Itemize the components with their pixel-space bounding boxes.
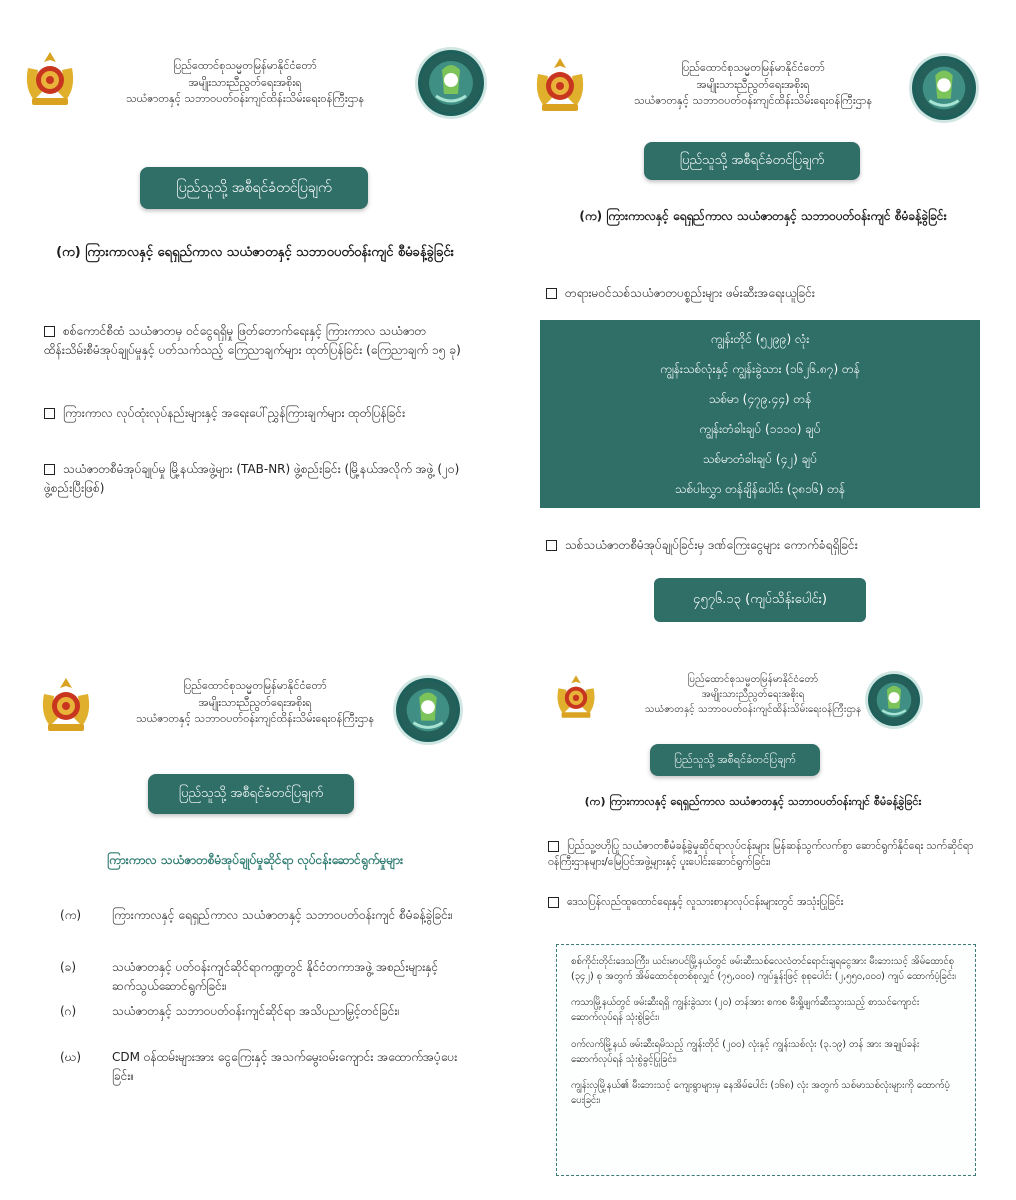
- header-line-3: သယံဇာတနှင့် သဘာဝပတ်ဝန်းကျင်ထိန်းသိမ်းရေးဝန်ကြီးဌာန: [135, 712, 375, 725]
- relief-item: ဝက်လက်မြို့နယ် ဖမ်းဆီးရမိသည့် ကျွန်းတိုင် (၂၀၀) လုံးနှင့် ကျွန်းသစ်လုံး (၃.၁၉) တန် အား အချုပ်ခန်း ဆောက်လုပ်ရန် သုံးစွဲခွင့်ပြုခြင်း၊: [571, 1038, 920, 1065]
- checkbox-icon: [546, 288, 557, 299]
- stat-line: ကျွန်းတိုင် (၅၂၉၉) လုံး: [710, 332, 810, 346]
- ministry-header: [618, 672, 888, 717]
- header-line-3: သယံဇာတနှင့် သဘာဝပတ်ဝန်းကျင်ထိန်းသိမ်းရေးဝန်ကြီးဌာန: [125, 92, 365, 105]
- item-text: ကြားကာလနှင့် ရေရှည်ကာလ သယံဇာတနှင့် သဘာဝပတ်ဝန်းကျင် စီမံခန့်ခွဲခြင်း၊: [112, 908, 453, 922]
- header-line-1: ပြည်ထောင်စုသမ္မတမြန်မာနိုင်ငံတော်: [173, 59, 317, 72]
- state-emblem-icon: [20, 48, 80, 110]
- item-label: (ဂ): [60, 1004, 77, 1018]
- relief-item: စစ်ကိုင်းတိုင်းဒေသကြီး၊ ယင်းမာပင်မြို့နယ်တွင် ဖမ်းဆီးသစ်လေလံတင်ရောင်းချရငွေအား မီးဘေးသင့် အိမ်ထောင်စု (၃၄၂) စု အတွက် အိမ်ထောင်စုတစ်စုလျှင် (၇၅,၀၀၀) ကျပ်နှုန်းဖြင့် စုစုပေါင်း (၂,၅၅၀,၀၀၀) ကျပ် ထောက်ပံ့ခြင်း၊: [571, 956, 956, 982]
- header-line-1: ပြည်ထောင်စုသမ္မတမြန်မာနိုင်ငံတော်: [681, 61, 825, 74]
- bullet-item: [44, 404, 464, 423]
- stat-line: သစ်မာ (၄၇၉.၄၄) တန်: [708, 392, 812, 406]
- stat-line: သစ်ပါးလွှာ တန်ချိန်ပေါင်း (၃၈၁၆) တန်: [674, 482, 846, 496]
- ministry-header: [608, 60, 898, 110]
- relief-item: ကသာမြို့နယ်တွင် ဖမ်းဆီးရရှိ ကျွန်းခွဲသား (၂၀) တန်အား စကစ မီးရှို့ဖျက်ဆီးသွားသည့် စာသင်ကျောင်း ဆောက်လုပ်ရန် သုံးစွဲခြင်း၊: [571, 997, 920, 1024]
- state-emblem-icon: [36, 674, 96, 736]
- bullet-text: တရားမဝင်သစ်သယံဇာတပစ္စည်းများ ဖမ်းဆီးအရေးယူခြင်း: [565, 286, 815, 300]
- header-line-3: သယံဇာတနှင့် သဘာဝပတ်ဝန်းကျင်ထိန်းသိမ်းရေးဝန်ကြီးဌာန: [644, 704, 862, 715]
- activity-item: [60, 958, 460, 998]
- stat-line: ကျွန်းသစ်လုံးနှင့် ကျွန်းခွဲသား (၁၆၂၆.၈၇) တန်: [660, 362, 860, 376]
- report-badge: ပြည်သူသို့ အစီရင်ခံတင်ပြချက်: [140, 167, 368, 209]
- header-line-3: သယံဇာတနှင့် သဘာဝပတ်ဝန်းကျင်ထိန်းသိမ်းရေးဝန်ကြီးဌာန: [633, 94, 873, 107]
- item-text: သယံဇာတနှင့် ပတ်ဝန်းကျင်ဆိုင်ရာကဏ္ဍတွင် နိုင်ငံတကာအဖွဲ့ အစည်းများနှင့် ဆက်သွယ်ဆောင်ရွက်ခြင်း၊: [112, 960, 439, 993]
- header-line-1: ပြည်ထောင်စုသမ္မတမြန်မာနိုင်ငံတော်: [183, 679, 327, 692]
- report-panel-4: [508, 640, 1016, 1200]
- stat-line: သစ်မာတံခါးချပ် (၄၂) ချပ်: [702, 452, 818, 466]
- checkbox-icon: [44, 408, 55, 419]
- stat-line: ကျွန်းတံခါးချပ် (၁၁၁၀) ချပ်: [699, 422, 821, 436]
- section-title: (က) ကြားကာလနှင့် ရေရှည်ကာလ သယံဇာတနှင့် သဘာဝပတ်ဝန်းကျင် စီမံခန့်ခွဲခြင်း: [584, 795, 922, 808]
- bullet-text: ဒေသပြန်လည်ထူထောင်ရေးနှင့် လူသားစာနာလုပ်ငန်းများတွင် အသုံးပြုခြင်း: [567, 896, 844, 908]
- checkbox-icon: [548, 841, 559, 852]
- fine-amount-box: ၄၅၇၆.၁၃ (ကျပ်သိန်းပေါင်း): [654, 578, 866, 622]
- header-line-1: ပြည်ထောင်စုသမ္မတမြန်မာနိုင်ငံတော်: [687, 674, 819, 685]
- checkbox-icon: [548, 897, 559, 908]
- report-panel-1: [0, 0, 508, 640]
- bullet-item: [44, 322, 464, 359]
- ministry-logo-icon: [396, 678, 460, 742]
- activity-item: [60, 1048, 460, 1088]
- section-title: (က) ကြားကာလနှင့် ရေရှည်ကာလ သယံဇာတနှင့် သဘာဝပတ်ဝန်းကျင် စီမံခန့်ခွဲခြင်း: [56, 245, 454, 260]
- item-text: သယံဇာတနှင့် သဘာဝပတ်ဝန်းကျင်ဆိုင်ရာ အသိပညာမြှင့်တင်ခြင်း၊: [112, 1004, 400, 1018]
- report-badge: ပြည်သူသို့ အစီရင်ခံတင်ပြချက်: [644, 142, 860, 180]
- relief-item: ကျွန်းလှမြို့နယ်၏ မီးဘေးသင့် ကျေးရွာများမှ နေအိမ်ပေါင်း (၁၆၈) လုံး အတွက် သစ်မာသစ်လုံးများကို ထောက်ပံ့ပေးခြင်း၊: [571, 1080, 950, 1107]
- section-subtitle: ကြားကာလ သယံဇာတစီမံအုပ်ချုပ်မှုဆိုင်ရာ လုပ်ငန်းဆောင်ရွက်မှုများ: [106, 853, 404, 867]
- ministry-header: [100, 58, 390, 108]
- ministry-logo-icon: [868, 674, 920, 726]
- relief-details-box: [556, 944, 976, 1176]
- header-line-2: အမျိုးသားညီညွတ်ရေးအစိုးရ: [198, 695, 312, 709]
- report-badge: ပြည်သူသို့ အစီရင်ခံတင်ပြချက်: [650, 744, 820, 776]
- state-emblem-icon: [552, 672, 600, 722]
- bullet-text: ပြည်သူ့ဗဟိုပြု သယံဇာတစီမံခန့်ခွဲမှုဆိုင်ရာလုပ်ငန်းများ မြန်ဆန်သွက်လက်စွာ ဆောင်ရွက်နိုင်ရေး သက်ဆိုင်ရာ ဝန်ကြီးဌာနများ/မြေပြင်အဖွဲ့များနှင့် ပူးပေါင်းဆောင်ရွက်ခြင်း၊: [548, 840, 974, 869]
- header-line-2: အမျိုးသားညီညွတ်ရေးအစိုးရ: [701, 689, 805, 700]
- bullet-item: [548, 838, 978, 871]
- state-emblem-icon: [530, 54, 590, 116]
- bullet-item: [44, 460, 464, 497]
- activity-item: [60, 1002, 460, 1042]
- checkbox-icon: [44, 326, 55, 337]
- report-panel-3: [0, 640, 508, 1200]
- item-label: (က): [60, 908, 82, 922]
- item-text: CDM ဝန်ထမ်းများအား ငွေကြေးနှင့် အသက်မွေးဝမ်းကျောင်း အထောက်အပံ့ပေးခြင်း။: [112, 1050, 458, 1083]
- bullet-text: စစ်ကောင်စီထံ သယံဇာတမှ ဝင်ငွေရရှိမှု ဖြတ်တောက်ရေးနှင့် ကြားကာလ သယံဇာတထိန်းသိမ်းစီမံအုပ်ချုပ်မှုနှင့် ပတ်သက်သည့် ကြေညာချက်များ ထုတ်ပြန်ခြင်း (ကြေညာချက် ၁၅ ခု): [44, 324, 461, 357]
- activity-item: [60, 906, 460, 946]
- header-line-2: အမျိုးသားညီညွတ်ရေးအစိုးရ: [188, 75, 302, 89]
- bullet-item: [548, 894, 978, 910]
- item-label: (ဃ): [60, 1050, 82, 1064]
- section-title: (က) ကြားကာလနှင့် ရေရှည်ကာလ သယံဇာတနှင့် သဘာဝပတ်ဝန်းကျင် စီမံခန့်ခွဲခြင်း: [579, 209, 947, 223]
- checkbox-icon: [546, 540, 557, 551]
- report-badge: ပြည်သူသို့ အစီရင်ခံတင်ပြချက်: [148, 774, 354, 814]
- seizure-stats-box: [540, 320, 980, 508]
- bullet-text: သယံဇာတစီမံအုပ်ချုပ်မှု မြို့နယ်အဖွဲ့များ (TAB-NR) ဖွဲ့စည်းခြင်း (မြို့နယ်အလိုက် အဖွဲ့ (၂၀) ဖွဲ့စည်းပြီးဖြစ်): [44, 462, 460, 495]
- checkbox-icon: [44, 464, 55, 475]
- bullet-item: [546, 536, 986, 555]
- header-line-2: အမျိုးသားညီညွတ်ရေးအစိုးရ: [696, 77, 810, 91]
- ministry-logo-icon: [418, 50, 484, 116]
- ministry-logo-icon: [912, 56, 976, 120]
- bullet-item: [546, 284, 986, 303]
- ministry-header: [110, 678, 400, 728]
- bullet-text: သစ်သယံဇာတစီမံအုပ်ချုပ်ခြင်းမှ ဒဏ်ကြေးငွေများ ကောက်ခံရရှိခြင်း: [565, 538, 858, 552]
- report-panel-2: [508, 0, 1016, 640]
- bullet-text: ကြားကာလ လုပ်ထုံးလုပ်နည်းများနှင့် အရေးပေါ်ညွှန်ကြားချက်များ ထုတ်ပြန်ခြင်း: [63, 406, 406, 420]
- item-label: (ခ): [60, 960, 77, 974]
